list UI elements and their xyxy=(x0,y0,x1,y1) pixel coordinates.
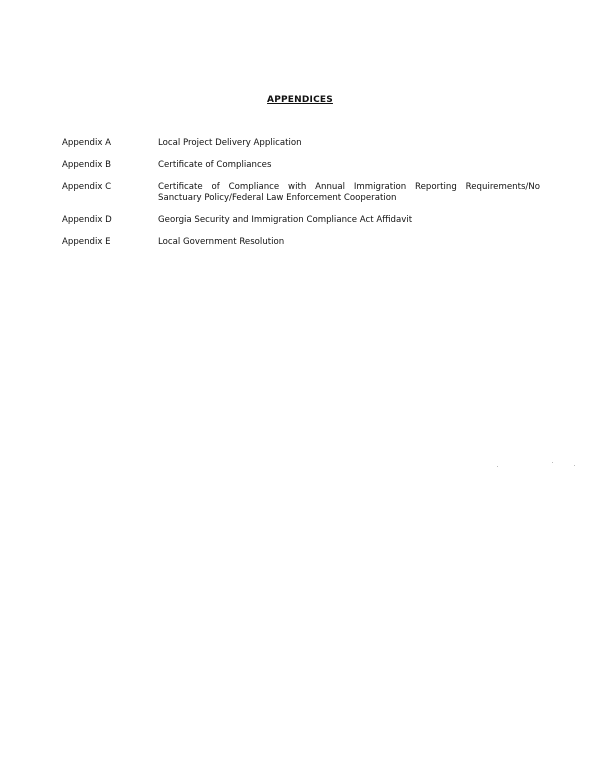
appendix-title: Local Project Delivery Application xyxy=(158,138,302,148)
appendix-row-b xyxy=(62,160,540,171)
appendix-label: Appendix B xyxy=(62,160,112,170)
appendix-row-e xyxy=(62,237,540,248)
appendix-row-c xyxy=(62,182,540,204)
appendix-label: Appendix E xyxy=(62,237,111,247)
scan-speck xyxy=(574,465,575,466)
appendix-label: Appendix D xyxy=(62,215,112,225)
appendix-row-d xyxy=(62,215,540,226)
scan-speck xyxy=(552,462,553,463)
appendix-row-a xyxy=(62,138,540,149)
appendix-list xyxy=(62,138,540,259)
appendix-title: Certificate of Compliance with Annual Immigration Reporting Requirements/No Sanctuary Policy/Federal Law Enforcement Cooperation xyxy=(158,182,540,203)
appendix-label: Appendix C xyxy=(62,182,112,192)
page-heading: APPENDICES xyxy=(267,95,333,105)
appendix-title: Local Government Resolution xyxy=(158,237,285,247)
appendix-title: Certificate of Compliances xyxy=(158,160,272,170)
appendix-label: Appendix A xyxy=(62,138,112,148)
appendix-title: Georgia Security and Immigration Compliance Act Affidavit xyxy=(158,215,413,225)
scan-speck xyxy=(497,466,498,467)
scan-specks xyxy=(495,462,585,468)
